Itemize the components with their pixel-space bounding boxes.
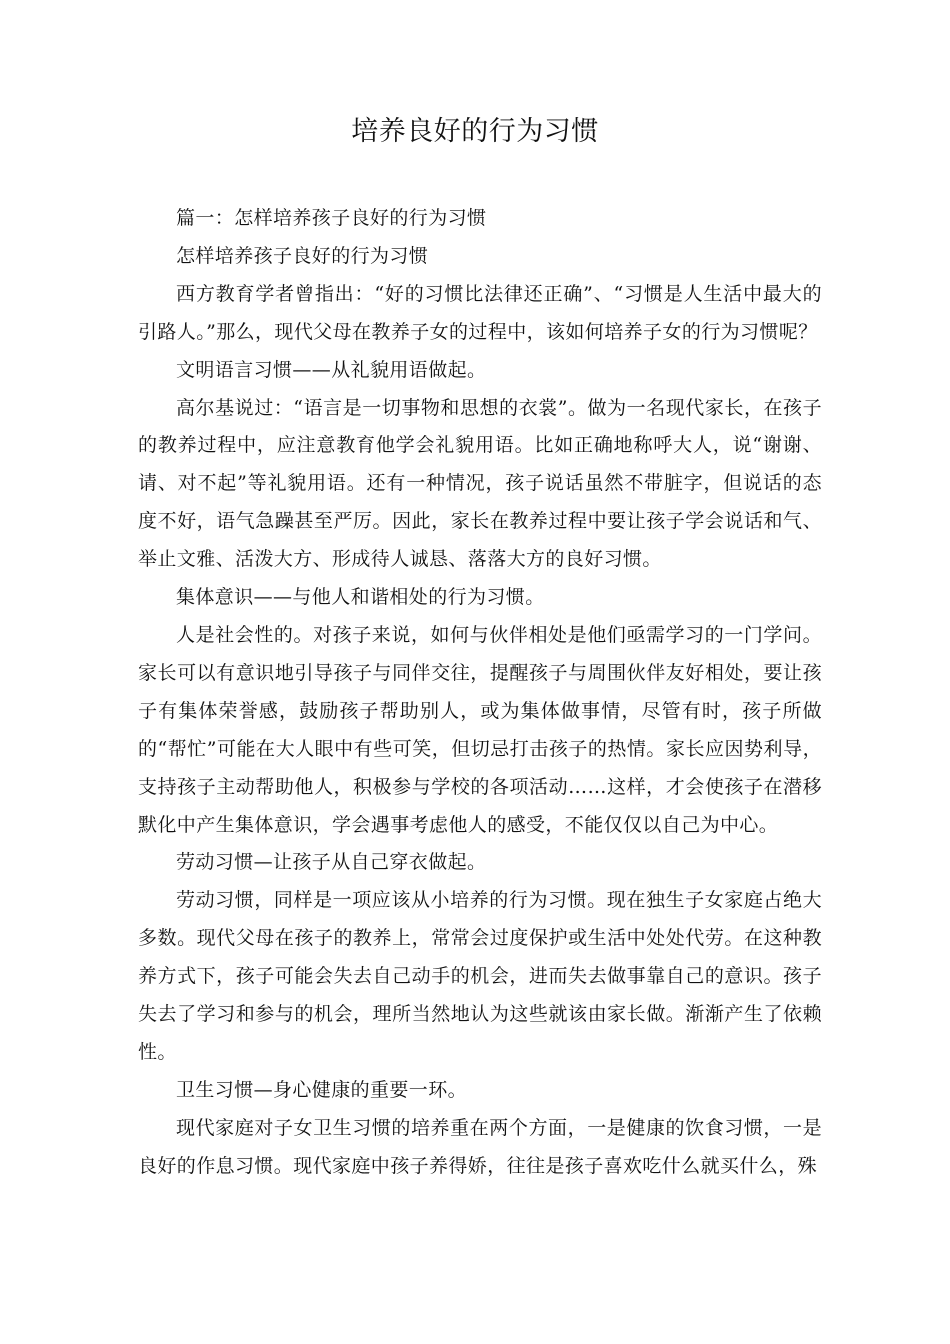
subheading-collective-awareness: 集体意识——与他人和谐相处的行为习惯。 xyxy=(176,586,545,609)
paragraph-intro: 西方教育学者曾指出：“好的习惯比法律还正确”、“习惯是人生活中最大的引路人。”那么，现代父母在教养子女的过程中，该如何培养子女的行为习惯呢？ xyxy=(138,282,822,343)
paragraph-language-habit: 高尔基说过：“语言是一切事物和思想的衣裳”。做为一名现代家长，在孩子的教养过程中，应注意教育他学会礼貌用语。比如正确地称呼大人，说“谢谢、请、对不起”等礼貌用语。还有一种情况，孩子说话虽然不带脏字，但说话的态度不好，语气急躁甚至严厉。因此，家长在教养过程中要让孩子学会说话和气、举止文雅、活泼大方、形成待人诚恳、落落大方的良好习惯。 xyxy=(138,396,822,571)
paragraph-labor-habit: 劳动习惯，同样是一项应该从小培养的行为习惯。现在独生子女家庭占绝大多数。现代父母在孩子的教养上，常常会过度保护或生活中处处代劳。在这种教养方式下，孩子可能会失去自己动手的机会，进而失去做事靠自己的意识。孩子失去了学习和参与的机会，理所当然地认为这些就该由家长做。渐渐产生了依赖性。 xyxy=(138,889,822,1063)
section-heading: 篇一：怎样培养孩子良好的行为习惯 xyxy=(176,207,487,229)
paragraph-hygiene-habit: 现代家庭对子女卫生习惯的培养重在两个方面，一是健康的饮食习惯，一是良好的作息习惯。现代家庭中孩子养得娇，往往是孩子喜欢吃什么就买什么，殊 xyxy=(138,1116,822,1177)
subheading-hygiene-habit: 卫生习惯—身心健康的重要一环。 xyxy=(176,1078,468,1101)
subheading-labor-habit: 劳动习惯—让孩子从自己穿衣做起。 xyxy=(176,851,487,874)
subheading-language-habit: 文明语言习惯——从礼貌用语做起。 xyxy=(176,358,487,381)
article-title: 怎样培养孩子良好的行为习惯 xyxy=(176,244,429,267)
paragraph-collective-awareness: 人是社会性的。对孩子来说，如何与伙伴相处是他们亟需学习的一门学问。家长可以有意识地引导孩子与同伴交往，提醒孩子与周围伙伴友好相处，要让孩子有集体荣誉感，鼓励孩子帮助别人，或为集体做事情，尽管有时，孩子所做的“帮忙”可能在大人眼中有些可笑，但切忌打击孩子的热情。家长应因势利导，支持孩子主动帮助他人，积极参与学校的各项活动……这样，才会使孩子在潜移默化中产生集体意识，学会遇事考虑他人的感受，不能仅仅以自己为中心。 xyxy=(138,623,822,836)
document-title: 培养良好的行为习惯 xyxy=(351,116,599,147)
document-body xyxy=(138,200,822,1186)
